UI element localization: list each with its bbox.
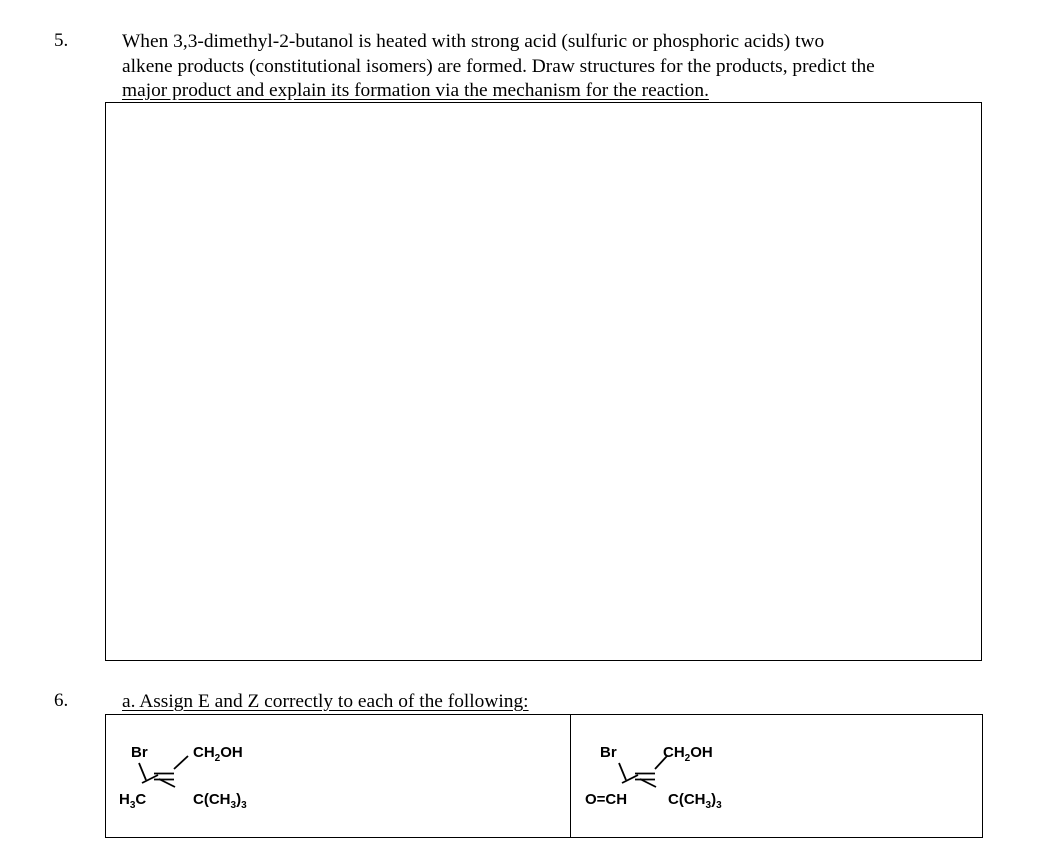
compound-table: [105, 714, 983, 838]
question-5-number: 5.: [54, 30, 69, 51]
question-5-line-3: major product and explain its formation via the mechanism for the reaction.: [122, 80, 709, 101]
compound-1-cch33-label: $C(CH_3)_3$: [193, 791, 247, 811]
compound-1-h3c-label: $H_3C$: [119, 791, 147, 811]
compound-1-bonds: [106, 715, 406, 837]
question-6-number: 6.: [54, 690, 69, 711]
question-6-part-a: a. Assign E and Z correctly to each of the following:: [122, 691, 529, 712]
compound-2-br-label: Br: [600, 744, 617, 761]
bond-c2-ch2oh: [174, 756, 188, 769]
compound-2-structure: [571, 715, 871, 837]
bond-br-c1: [139, 763, 146, 780]
bond-br-c1: [619, 763, 626, 780]
compound-2-cch33-label: $C(CH_3)_3$: [668, 791, 722, 811]
compound-1-br-label: Br: [131, 744, 148, 761]
compound-2-och-label: O=CH: [585, 791, 628, 808]
compound-1-structure: [106, 715, 406, 837]
answer-box[interactable]: [105, 102, 982, 661]
question-5-text: [122, 30, 1002, 104]
question-5-line-1: When 3,3-dimethyl-2-butanol is heated with strong acid (sulfuric or phosphoric acids) two: [122, 31, 825, 52]
compound-2-ch2oh-label: $CH_2OH$: [663, 744, 713, 764]
question-5-line-2: alkene products (constitutional isomers) are formed. Draw structures for the products, predict the: [122, 55, 875, 77]
compound-1-ch2oh-label: $CH_2OH$: [193, 744, 243, 764]
compound-2-bonds: [571, 715, 871, 837]
